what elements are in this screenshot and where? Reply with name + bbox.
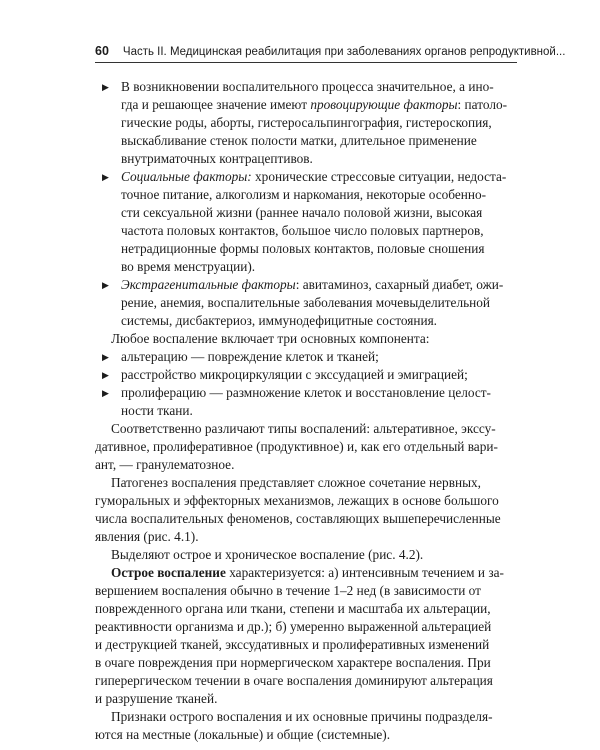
italic-term: Экстрагенитальные факторы bbox=[121, 277, 296, 292]
bullet-marker: ▶ bbox=[102, 280, 109, 290]
text-line bbox=[121, 114, 517, 132]
text-line bbox=[95, 510, 517, 528]
bold-term: Острое воспаление bbox=[111, 565, 226, 580]
bullet-marker: ▶ bbox=[102, 352, 109, 362]
text-run: гические роды, аборты, гистеросальпингография, гистероскопия, bbox=[121, 115, 492, 130]
bullet-marker: ▶ bbox=[102, 172, 109, 182]
text-line bbox=[121, 150, 517, 168]
text-run: Любое воспаление включает три основных компонента: bbox=[111, 331, 430, 346]
text-run: и деструкцией тканей, экссудативных и пролиферативных изменений bbox=[95, 637, 490, 652]
page-number: 60 bbox=[95, 44, 109, 58]
text-line bbox=[95, 654, 517, 672]
text-line bbox=[121, 348, 517, 366]
text-run: во время менструации). bbox=[121, 259, 256, 274]
text-run: точное питание, алкоголизм и наркомания, некоторые особенно- bbox=[121, 187, 487, 202]
text-line bbox=[111, 474, 517, 492]
text-line bbox=[121, 96, 517, 114]
text-line bbox=[121, 78, 517, 96]
text-run: числа воспалительных феноменов, составляющих вышеперечисленные bbox=[95, 511, 501, 526]
running-title: Часть II. Медицинская реабилитация при заболеваниях органов репродуктивной... bbox=[122, 46, 566, 58]
text-run: Признаки острого воспаления и их основные причины подразделя- bbox=[111, 709, 493, 724]
text-line bbox=[111, 546, 517, 564]
text-line bbox=[121, 312, 517, 330]
text-run: гиперергическом течении в очаге воспаления доминируют альтерация bbox=[95, 673, 493, 688]
text-run: расстройство микроциркуляции с экссудацией и эмиграцией; bbox=[121, 367, 468, 382]
text-run: хронические стрессовые ситуации, недоста- bbox=[251, 169, 507, 184]
text-line bbox=[121, 168, 517, 186]
text-run: характеризуется: а) интенсивным течением и за- bbox=[225, 565, 504, 580]
text-run: рение, анемия, воспалительные заболевания мочевыделительной bbox=[121, 295, 491, 310]
text-line bbox=[95, 618, 517, 636]
text-line bbox=[95, 492, 517, 510]
text-line bbox=[95, 726, 517, 744]
text-run: внутриматочных контрацептивов. bbox=[121, 151, 313, 166]
text-run: и разрушение тканей. bbox=[95, 691, 218, 706]
text-line bbox=[111, 420, 517, 438]
text-run: системы, дисбактериоз, иммунодефицитные состояния. bbox=[121, 313, 438, 328]
text-line bbox=[121, 384, 517, 402]
text-line bbox=[121, 366, 517, 384]
text-line bbox=[111, 564, 517, 582]
text-line bbox=[111, 708, 517, 726]
text-line bbox=[95, 690, 517, 708]
text-run: вершением воспаления обычно в течение 1–2 нед (в зависимости от bbox=[95, 583, 481, 598]
header-rule bbox=[95, 62, 517, 63]
text-line bbox=[121, 204, 517, 222]
text-run: частота половых контактов, большое число половых партнеров, bbox=[121, 223, 484, 238]
text-run: В возникновении воспалительного процесса значительное, а ино- bbox=[121, 79, 494, 94]
text-run: в очаге повреждения при нормергическом характере воспаления. При bbox=[95, 655, 491, 670]
text-line bbox=[121, 240, 517, 258]
italic-term: Социальные факторы: bbox=[121, 169, 252, 184]
text-run: гуморальных и эффекторных механизмов, лежащих в основе большого bbox=[95, 493, 499, 508]
text-line bbox=[95, 636, 517, 654]
running-header bbox=[95, 44, 566, 58]
text-run: гда и решающее значение имеют bbox=[121, 97, 311, 112]
text-line bbox=[121, 222, 517, 240]
text-line bbox=[121, 276, 517, 294]
text-run: Выделяют острое и хроническое воспаление (рис. 4.2). bbox=[111, 547, 424, 562]
text-line bbox=[95, 528, 517, 546]
text-run: пролиферацию — размножение клеток и восстановление целост- bbox=[121, 385, 491, 400]
text-line bbox=[95, 582, 517, 600]
text-run: ются на местные (локальные) и общие (системные). bbox=[95, 727, 391, 742]
text-run: : авитаминоз, сахарный диабет, ожи- bbox=[295, 277, 504, 292]
text-line bbox=[121, 132, 517, 150]
text-run: ности ткани. bbox=[121, 403, 193, 418]
text-run: сти сексуальной жизни (раннее начало половой жизни, высокая bbox=[121, 205, 483, 220]
text-run: ант, — гранулематозное. bbox=[95, 457, 235, 472]
text-line bbox=[121, 186, 517, 204]
text-run: поврежденного органа или ткани, степени и масштаба их альтерации, bbox=[95, 601, 491, 616]
text-line bbox=[121, 294, 517, 312]
text-run: нетрадиционные формы половых контактов, половые сношения bbox=[121, 241, 485, 256]
text-line bbox=[121, 258, 517, 276]
text-run: явления (рис. 4.1). bbox=[95, 529, 199, 544]
bullet-marker: ▶ bbox=[102, 82, 109, 92]
italic-term: провоцирующие факторы bbox=[310, 97, 458, 112]
text-run: выскабливание стенок полости матки, длительное применение bbox=[121, 133, 477, 148]
text-run: альтерацию — повреждение клеток и тканей; bbox=[121, 349, 379, 364]
text-run: : патоло- bbox=[457, 97, 508, 112]
bullet-marker: ▶ bbox=[102, 370, 109, 380]
text-line bbox=[121, 402, 517, 420]
text-run: Патогенез воспаления представляет сложное сочетание нервных, bbox=[111, 475, 482, 490]
bullet-marker: ▶ bbox=[102, 388, 109, 398]
text-line bbox=[95, 600, 517, 618]
text-line bbox=[95, 438, 517, 456]
text-run: дативное, пролиферативное (продуктивное) и, как его отдельный вари- bbox=[95, 439, 498, 454]
text-line bbox=[111, 330, 517, 348]
text-run: реактивности организма и др.); б) умеренно выраженной альтерацией bbox=[95, 619, 492, 634]
text-line bbox=[95, 672, 517, 690]
text-line bbox=[95, 456, 517, 474]
text-run: Соответственно различают типы воспалений: альтеративное, экссу- bbox=[111, 421, 496, 436]
